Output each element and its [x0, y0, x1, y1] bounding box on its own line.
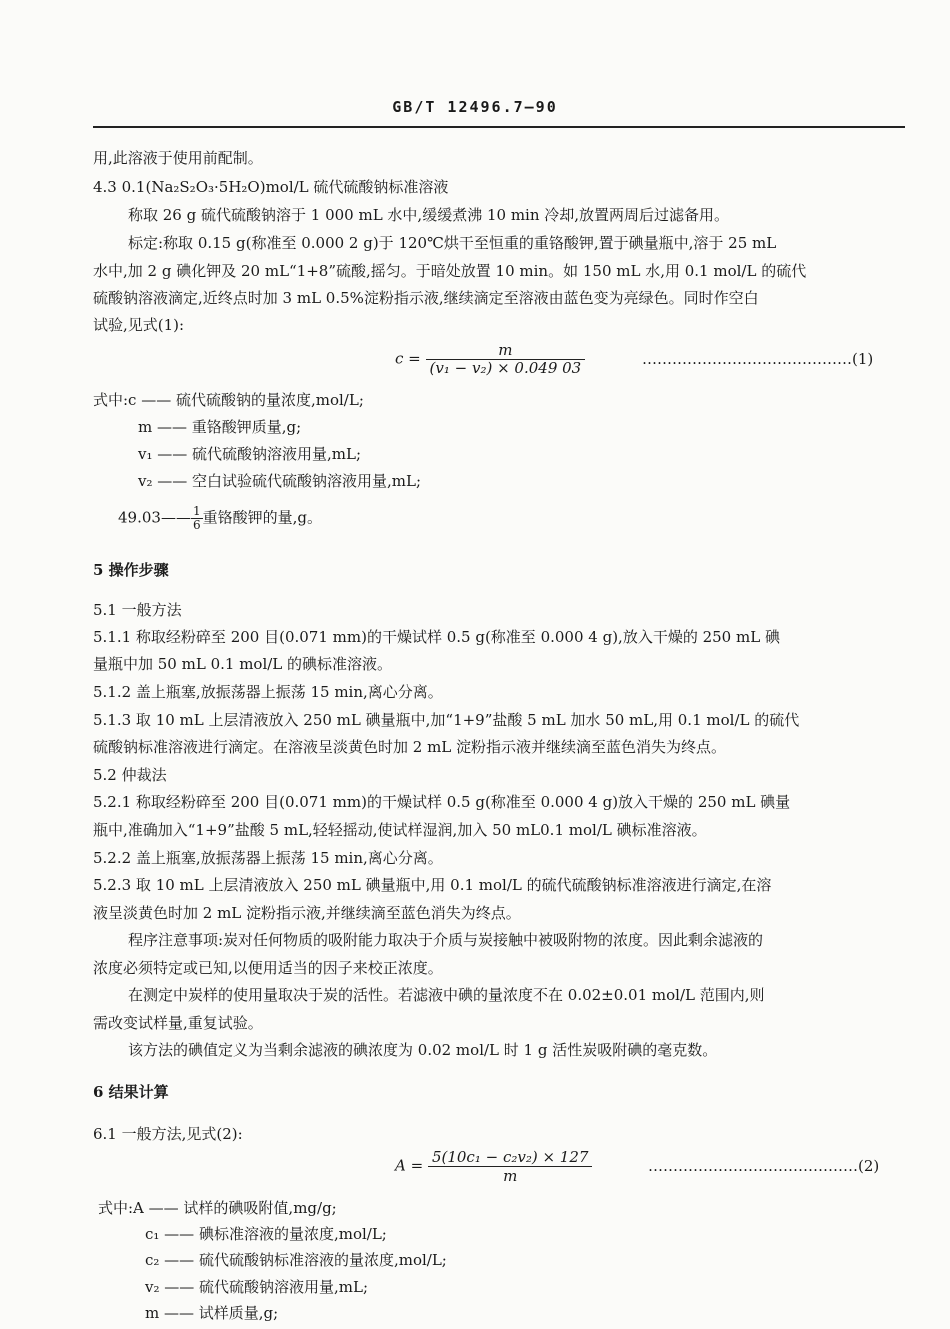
section-heading-5-1: 5.1 一般方法	[93, 601, 182, 619]
section-heading-6: 6 结果计算	[93, 1083, 169, 1101]
text-line: 用,此溶液于使用前配制。	[93, 149, 263, 167]
constant-description: 重铬酸钾的量,g。	[202, 508, 322, 527]
text-line: 浓度必须特定或已知,以便用适当的因子来校正浓度。	[93, 959, 443, 977]
text-line: 在测定中炭样的使用量取决于炭的活性。若滤液中碘的量浓度不在 0.02±0.01 mol/L 范围内,则	[128, 986, 765, 1004]
equation-2-lhs: A =	[395, 1156, 424, 1175]
equation-2-number: ……………………………………(2)	[648, 1157, 880, 1175]
text-line: 需改变试样量,重复试验。	[93, 1014, 263, 1032]
equation-2-numerator: 5(10c₁ − c₂v₂) × 127	[428, 1148, 593, 1167]
equation-1	[395, 342, 585, 377]
text-line: 称取 26 g 硫代硫酸钠溶于 1 000 mL 水中,缓缓煮沸 10 min 冷却,放置两周后过滤备用。	[128, 206, 730, 224]
section-heading-5-2: 5.2 仲裁法	[93, 766, 167, 784]
text-line: 硫酸钠标准溶液进行滴定。在溶液呈淡黄色时加 2 mL 淀粉指示液并继续滴至蓝色消失为终点。	[93, 738, 727, 756]
fraction-numerator: 1	[192, 504, 201, 518]
text-line: 试验,见式(1):	[93, 316, 185, 334]
text-line: 瓶中,准确加入“1+9”盐酸 5 mL,轻轻摇动,使试样湿润,加入 50 mL0.1 mol/L 碘标准溶液。	[93, 821, 707, 839]
fraction-denominator: 6	[192, 518, 201, 532]
variable-definition	[118, 505, 322, 532]
variable-definition: m —— 试样质量,g;	[145, 1304, 279, 1322]
constant-value: 49.03——	[118, 508, 191, 527]
equation-2-denominator: m	[503, 1167, 518, 1185]
document-header: GB/T 12496.7—90	[392, 98, 558, 116]
text-line: 硫酸钠溶液滴定,近终点时加 3 mL 0.5%淀粉指示液,继续滴定至溶液由蓝色变为亮绿色。同时作空白	[93, 289, 759, 307]
variable-definition: v₂ —— 硫代硫酸钠溶液用量,mL;	[145, 1278, 369, 1296]
equation-1-denominator: (v₁ − v₂) × 0.049 03	[429, 359, 582, 377]
text-line: 5.2.1 称取经粉碎至 200 目(0.071 mm)的干燥试样 0.5 g(称准至 0.000 4 g)放入干燥的 250 mL 碘量	[93, 793, 791, 811]
variable-definition: m —— 重铬酸钾质量,g;	[138, 418, 302, 436]
variable-definition: c₁ —— 碘标准溶液的量浓度,mol/L;	[145, 1225, 387, 1243]
equation-1-numerator: m	[426, 342, 586, 360]
section-heading-4-3: 4.3 0.1(Na₂S₂O₃·5H₂O)mol/L 硫代硫酸钠标准溶液	[93, 178, 449, 196]
equation-1-lhs: c =	[395, 349, 421, 368]
variable-definition: c₂ —— 硫代硫酸钠标准溶液的量浓度,mol/L;	[145, 1251, 447, 1269]
header-rule	[93, 126, 905, 128]
text-line: 5.1.3 取 10 mL 上层清液放入 250 mL 碘量瓶中,加“1+9”盐酸 5 mL 加水 50 mL,用 0.1 mol/L 的硫代	[93, 711, 800, 729]
text-line: 5.1.1 称取经粉碎至 200 目(0.071 mm)的干燥试样 0.5 g(称准至 0.000 4 g),放入干燥的 250 mL 碘	[93, 628, 780, 646]
variable-definition: 式中:c —— 硫代硫酸钠的量浓度,mol/L;	[93, 391, 364, 409]
section-heading-6-1: 6.1 一般方法,见式(2):	[93, 1125, 243, 1143]
variable-definition: v₂ —— 空白试验硫代硫酸钠溶液用量,mL;	[138, 472, 422, 490]
text-line: 5.1.2 盖上瓶塞,放振荡器上振荡 15 min,离心分离。	[93, 683, 443, 701]
text-line: 5.2.3 取 10 mL 上层清液放入 250 mL 碘量瓶中,用 0.1 mol/L 的硫代硫酸钠标准溶液进行滴定,在溶	[93, 876, 772, 894]
text-line: 量瓶中加 50 mL 0.1 mol/L 的碘标准溶液。	[93, 655, 393, 673]
equation-1-number: ……………………………………(1)	[642, 350, 874, 368]
variable-definition: 式中:A —— 试样的碘吸附值,mg/g;	[98, 1199, 337, 1217]
text-line: 5.2.2 盖上瓶塞,放振荡器上振荡 15 min,离心分离。	[93, 849, 443, 867]
equation-2	[395, 1148, 592, 1185]
text-line: 水中,加 2 g 碘化钾及 20 mL“1+8”硫酸,摇匀。于暗处放置 10 min。如 150 mL 水,用 0.1 mol/L 的硫代	[93, 262, 807, 280]
section-heading-5: 5 操作步骤	[93, 561, 169, 579]
text-line: 液呈淡黄色时加 2 mL 淀粉指示液,并继续滴至蓝色消失为终点。	[93, 904, 521, 922]
text-line: 该方法的碘值定义为当剩余滤液的碘浓度为 0.02 mol/L 时 1 g 活性炭吸附碘的毫克数。	[128, 1041, 718, 1059]
text-line: 标定:称取 0.15 g(称准至 0.000 2 g)于 120℃烘干至恒重的重铬酸钾,置于碘量瓶中,溶于 25 mL	[128, 234, 777, 252]
variable-definition: v₁ —— 硫代硫酸钠溶液用量,mL;	[138, 445, 362, 463]
text-line: 程序注意事项:炭对任何物质的吸附能力取决于介质与炭接触中被吸附物的浓度。因此剩余滤液的	[128, 931, 764, 949]
